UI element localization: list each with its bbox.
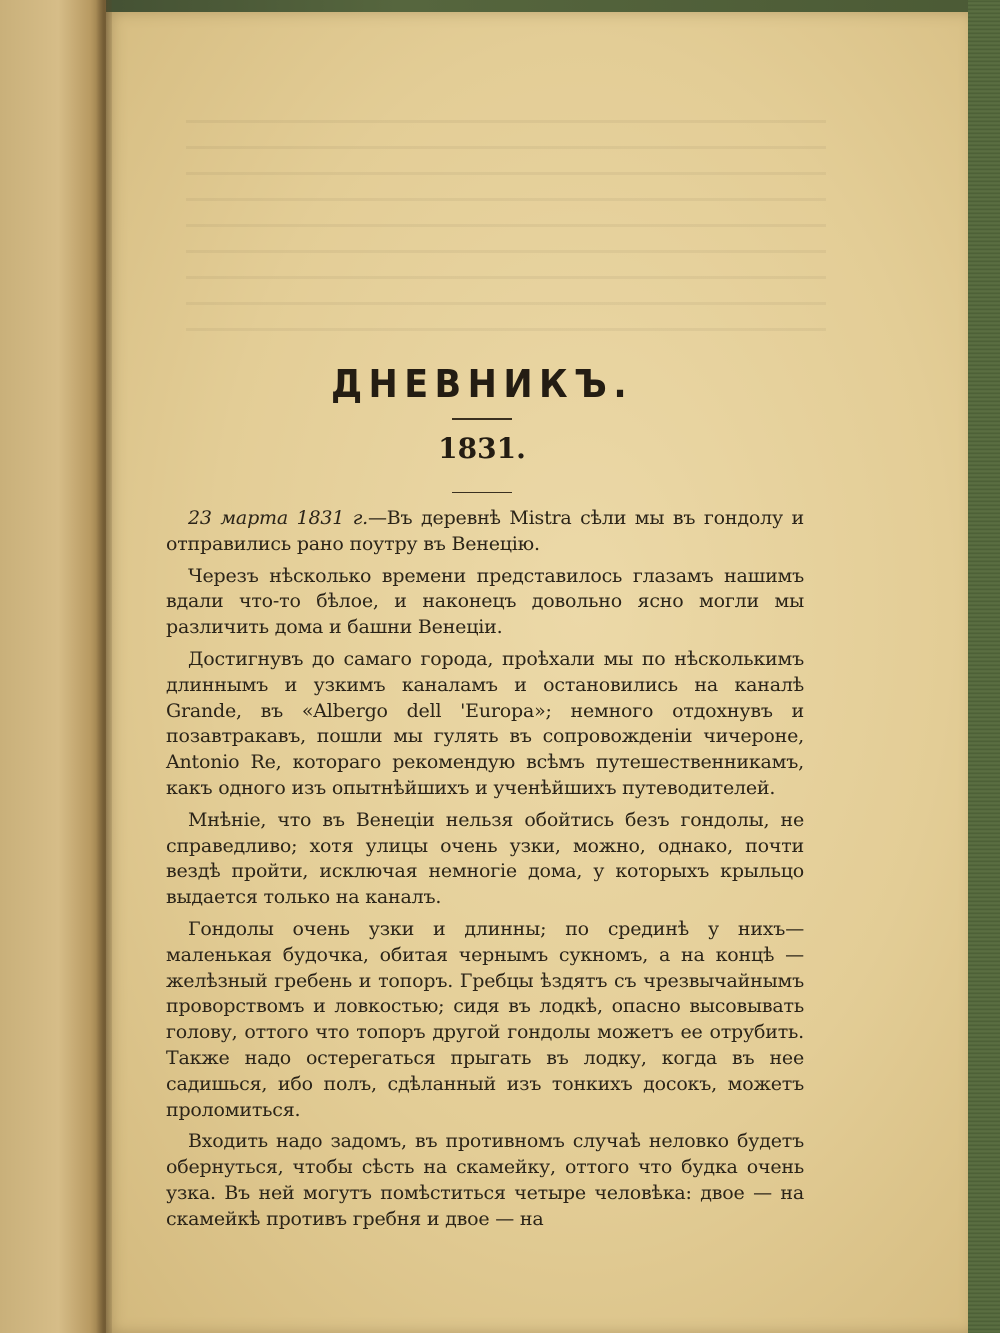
- page-title: ДНЕВНИКЪ.: [330, 362, 634, 406]
- paragraph: [166, 808, 804, 911]
- show-through-text: [186, 120, 826, 350]
- entry-date: 23 марта 1831 г.: [188, 507, 368, 529]
- left-page-edge: [0, 0, 106, 1333]
- year-divider: [452, 492, 512, 493]
- paragraph-text: Входить надо задомъ, въ противномъ случаѣ неловко будетъ обернуться, чтобы сѣсть на скамейку, оттого что будка очень узка. Въ ней могутъ помѣститься четыре человѣка: двое — на скамейкѣ противъ гребня и двое — на: [166, 1130, 804, 1230]
- paragraph-text: Черезъ нѣсколько времени представилось глазамъ нашимъ вдали что-то бѣлое, и наконецъ довольно ясно могли мы различить дома и башни Венеціи.: [166, 564, 804, 639]
- book-gutter: [96, 0, 112, 1333]
- paragraph: [166, 917, 804, 1123]
- paragraph-text: Мнѣніе, что въ Венеціи нельзя обойтись безъ гондолы, не справедливо; хотя улицы очень узки, можно, однако, почти вездѣ пройти, исключая немногіе дома, у которыхъ крыльцо выдается только на каналъ.: [166, 808, 804, 909]
- paragraph-text: Гондолы очень узки и длинны; по срединѣ у нихъ—маленькая будочка, обитая чернымъ сукномъ, а на концѣ — желѣзный гребень и топоръ. Гребцы ѣздятъ съ чрезвычайнымъ проворствомъ и ловкостью; сидя въ лодкѣ, опасно высовывать голову, оттого что топоръ другой гондолы можетъ ее отрубить. Также надо остерегаться прыгать въ лодку, когда въ нее садишься, ибо полъ, сдѣланный изъ тонкихъ досокъ, можетъ проломиться.: [166, 917, 804, 1121]
- paragraph-text: Достигнувъ до самаго города, проѣхали мы по нѣсколькимъ длиннымъ и узкимъ каналамъ и остановились на каналѣ Grande, въ «Albergo dell 'Europa»; немного отдохнувъ и позавтракавъ, пошли мы гулять въ сопровожденіи чичероне, Antonio Re, котораго рекомендую всѣмъ путешественникамъ, какъ одного изъ опытнѣйшихъ и ученѣйшихъ путеводителей.: [166, 647, 804, 799]
- paragraph: [166, 647, 804, 802]
- year-heading: 1831.: [438, 432, 526, 465]
- paragraph: [166, 564, 804, 641]
- paragraph: [166, 1129, 804, 1232]
- paragraph-text: —Въ деревнѣ Mistra сѣли мы въ гондолу и отправились рано поутру въ Венецію.: [166, 507, 804, 555]
- paragraph: [166, 506, 804, 558]
- diary-body: [166, 506, 804, 1239]
- title-divider: [452, 418, 512, 420]
- cloth-cover-edge: [968, 0, 1000, 1333]
